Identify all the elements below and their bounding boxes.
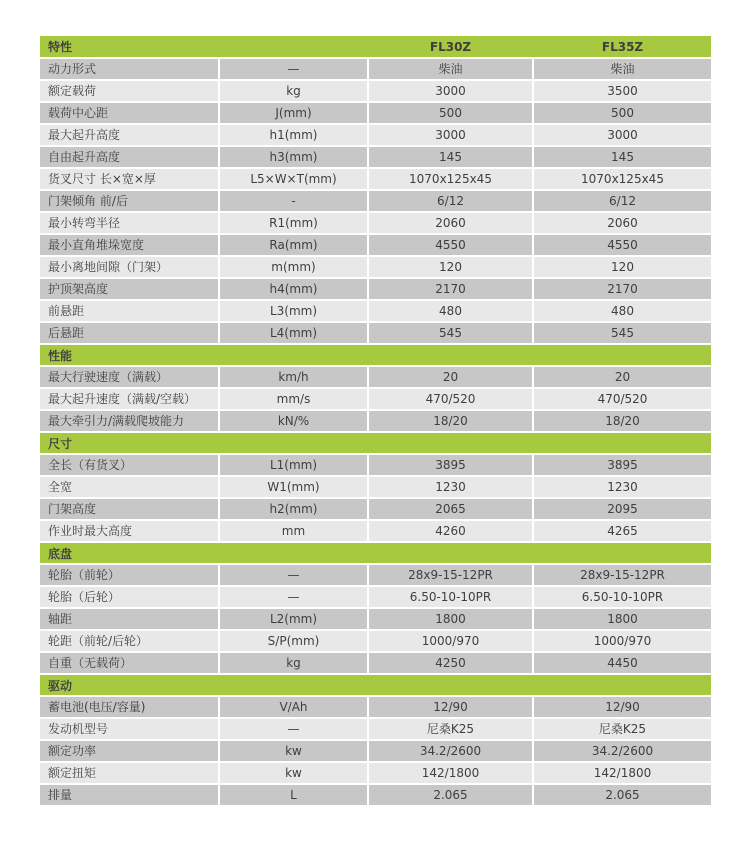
fl35z-value-cell: 1230 [534, 477, 711, 497]
table-row [40, 279, 711, 299]
feature-column-header: 特性 [48, 39, 73, 54]
table-row [40, 81, 711, 101]
row-label-cell: 作业时最大高度 [40, 521, 218, 541]
fl35z-value-cell: 18/20 [534, 411, 711, 431]
fl30z-value-cell: 6/12 [369, 191, 532, 211]
fl30z-value-cell: 470/520 [369, 389, 532, 409]
unit-cell: — [220, 719, 367, 739]
table-row [40, 455, 711, 475]
row-label-cell: 排量 [40, 785, 218, 805]
fl35z-value-cell: 145 [534, 147, 711, 167]
fl35z-value-cell: 470/520 [534, 389, 711, 409]
fl35z-value-cell: 2170 [534, 279, 711, 299]
fl30z-value-cell: 545 [369, 323, 532, 343]
fl35z-value-cell: 34.2/2600 [534, 741, 711, 761]
table-row [40, 741, 711, 761]
row-label-cell: 自重（无载荷） [40, 653, 218, 673]
row-label-cell: 最小离地间隙（门架） [40, 257, 218, 277]
unit-cell: kg [220, 81, 367, 101]
table-row [40, 763, 711, 783]
table-row [40, 235, 711, 255]
unit-cell: kN/% [220, 411, 367, 431]
row-label-cell: 最大起升高度 [40, 125, 218, 145]
fl35z-value-cell: 20 [534, 367, 711, 387]
table-body [40, 59, 711, 805]
fl30z-value-cell: 1070x125x45 [369, 169, 532, 189]
fl30z-value-cell: 2065 [369, 499, 532, 519]
unit-cell: kg [220, 653, 367, 673]
section-header [40, 345, 711, 365]
fl35z-value-cell: 1070x125x45 [534, 169, 711, 189]
fl30z-value-cell: 18/20 [369, 411, 532, 431]
table-row [40, 389, 711, 409]
unit-cell: Ra(mm) [220, 235, 367, 255]
table-row [40, 191, 711, 211]
table-row [40, 301, 711, 321]
row-label-cell: 额定功率 [40, 741, 218, 761]
row-label-cell: 自由起升高度 [40, 147, 218, 167]
table-row [40, 257, 711, 277]
table-row [40, 103, 711, 123]
fl35z-value-cell: 480 [534, 301, 711, 321]
fl30z-value-cell: 2170 [369, 279, 532, 299]
fl35z-value-cell: 12/90 [534, 697, 711, 717]
fl30z-value-cell: 1230 [369, 477, 532, 497]
unit-cell: — [220, 587, 367, 607]
fl35z-value-cell: 545 [534, 323, 711, 343]
fl30z-value-cell: 3000 [369, 125, 532, 145]
unit-cell: L4(mm) [220, 323, 367, 343]
fl35z-value-cell: 28x9-15-12PR [534, 565, 711, 585]
table-row [40, 169, 711, 189]
unit-cell: mm [220, 521, 367, 541]
model-fl30z-header: FL30Z [429, 39, 472, 54]
fl30z-value-cell: 500 [369, 103, 532, 123]
row-label-cell: 轮距（前轮/后轮） [40, 631, 218, 651]
row-label-cell: 额定载荷 [40, 81, 218, 101]
row-label-cell: 最小转弯半径 [40, 213, 218, 233]
unit-cell: L1(mm) [220, 455, 367, 475]
fl35z-value-cell: 6/12 [534, 191, 711, 211]
unit-cell: L3(mm) [220, 301, 367, 321]
table-row [40, 785, 711, 805]
row-label-cell: 最大行驶速度（满载） [40, 367, 218, 387]
fl30z-value-cell: 480 [369, 301, 532, 321]
table-header-row [40, 36, 711, 57]
row-label-cell: 轮胎（前轮） [40, 565, 218, 585]
row-label-cell: 轴距 [40, 609, 218, 629]
row-label-cell: 门架高度 [40, 499, 218, 519]
unit-cell: h3(mm) [220, 147, 367, 167]
fl35z-value-cell: 3500 [534, 81, 711, 101]
table-row [40, 631, 711, 651]
unit-cell: R1(mm) [220, 213, 367, 233]
spec-table [40, 36, 711, 807]
unit-cell: V/Ah [220, 697, 367, 717]
fl30z-value-cell: 柴油 [369, 59, 532, 79]
row-label-cell: 护顶架高度 [40, 279, 218, 299]
fl30z-value-cell: 145 [369, 147, 532, 167]
fl30z-value-cell: 1000/970 [369, 631, 532, 651]
table-row [40, 367, 711, 387]
unit-cell: J(mm) [220, 103, 367, 123]
row-label-cell: 载荷中心距 [40, 103, 218, 123]
unit-cell: L [220, 785, 367, 805]
table-row [40, 59, 711, 79]
fl30z-value-cell: 4250 [369, 653, 532, 673]
table-row [40, 719, 711, 739]
row-label-cell: 额定扭矩 [40, 763, 218, 783]
table-row [40, 609, 711, 629]
model-fl35z-header: FL35Z [601, 39, 644, 54]
fl35z-value-cell: 柴油 [534, 59, 711, 79]
table-row [40, 587, 711, 607]
row-label-cell: 蓄电池(电压/容量) [40, 697, 218, 717]
section-header-label: 尺寸 [48, 436, 73, 451]
fl30z-value-cell: 3895 [369, 455, 532, 475]
row-label-cell: 全宽 [40, 477, 218, 497]
fl30z-value-cell: 1800 [369, 609, 532, 629]
fl30z-value-cell: 4260 [369, 521, 532, 541]
fl30z-value-cell: 4550 [369, 235, 532, 255]
row-label-cell: 发动机型号 [40, 719, 218, 739]
fl30z-value-cell: 2060 [369, 213, 532, 233]
row-label-cell: 前悬距 [40, 301, 218, 321]
section-header-label: 性能 [48, 348, 73, 363]
fl30z-value-cell: 120 [369, 257, 532, 277]
fl35z-value-cell: 2.065 [534, 785, 711, 805]
unit-cell: km/h [220, 367, 367, 387]
unit-cell: L5×W×T(mm) [220, 169, 367, 189]
row-label-cell: 轮胎（后轮） [40, 587, 218, 607]
fl30z-value-cell: 20 [369, 367, 532, 387]
unit-cell: kw [220, 763, 367, 783]
unit-cell: L2(mm) [220, 609, 367, 629]
table-row [40, 213, 711, 233]
fl30z-value-cell: 尼桑K25 [369, 719, 532, 739]
table-row [40, 147, 711, 167]
section-header-label: 底盘 [48, 546, 73, 561]
fl35z-value-cell: 2060 [534, 213, 711, 233]
fl35z-value-cell: 1000/970 [534, 631, 711, 651]
fl30z-value-cell: 2.065 [369, 785, 532, 805]
table-row [40, 697, 711, 717]
row-label-cell: 最大牵引力/满载爬坡能力 [40, 411, 218, 431]
row-label-cell: 后悬距 [40, 323, 218, 343]
fl35z-value-cell: 尼桑K25 [534, 719, 711, 739]
fl35z-value-cell: 2095 [534, 499, 711, 519]
fl30z-value-cell: 3000 [369, 81, 532, 101]
row-label-cell: 门架倾角 前/后 [40, 191, 218, 211]
unit-cell: — [220, 59, 367, 79]
table-row [40, 565, 711, 585]
unit-cell: S/P(mm) [220, 631, 367, 651]
unit-cell: h4(mm) [220, 279, 367, 299]
fl35z-value-cell: 4550 [534, 235, 711, 255]
row-label-cell: 货叉尺寸 长×宽×厚 [40, 169, 218, 189]
unit-cell: — [220, 565, 367, 585]
fl35z-value-cell: 6.50-10-10PR [534, 587, 711, 607]
table-row [40, 477, 711, 497]
table-row [40, 653, 711, 673]
unit-cell: - [220, 191, 367, 211]
unit-cell: h1(mm) [220, 125, 367, 145]
table-row [40, 411, 711, 431]
fl35z-value-cell: 142/1800 [534, 763, 711, 783]
table-row [40, 125, 711, 145]
fl35z-value-cell: 3895 [534, 455, 711, 475]
fl30z-value-cell: 34.2/2600 [369, 741, 532, 761]
table-row [40, 521, 711, 541]
fl35z-value-cell: 120 [534, 257, 711, 277]
row-label-cell: 最大起升速度（满载/空载） [40, 389, 218, 409]
fl30z-value-cell: 28x9-15-12PR [369, 565, 532, 585]
fl30z-value-cell: 6.50-10-10PR [369, 587, 532, 607]
fl30z-value-cell: 12/90 [369, 697, 532, 717]
section-header [40, 543, 711, 563]
unit-cell: kw [220, 741, 367, 761]
section-header [40, 675, 711, 695]
table-row [40, 323, 711, 343]
fl35z-value-cell: 1800 [534, 609, 711, 629]
row-label-cell: 最小直角堆垛宽度 [40, 235, 218, 255]
row-label-cell: 全长（有货叉） [40, 455, 218, 475]
fl35z-value-cell: 4265 [534, 521, 711, 541]
unit-cell: m(mm) [220, 257, 367, 277]
table-row [40, 499, 711, 519]
section-header-label: 驱动 [48, 678, 73, 693]
fl35z-value-cell: 3000 [534, 125, 711, 145]
fl35z-value-cell: 500 [534, 103, 711, 123]
fl30z-value-cell: 142/1800 [369, 763, 532, 783]
fl35z-value-cell: 4450 [534, 653, 711, 673]
unit-cell: W1(mm) [220, 477, 367, 497]
unit-cell: mm/s [220, 389, 367, 409]
section-header [40, 433, 711, 453]
row-label-cell: 动力形式 [40, 59, 218, 79]
unit-cell: h2(mm) [220, 499, 367, 519]
unit-column-header [220, 36, 367, 57]
